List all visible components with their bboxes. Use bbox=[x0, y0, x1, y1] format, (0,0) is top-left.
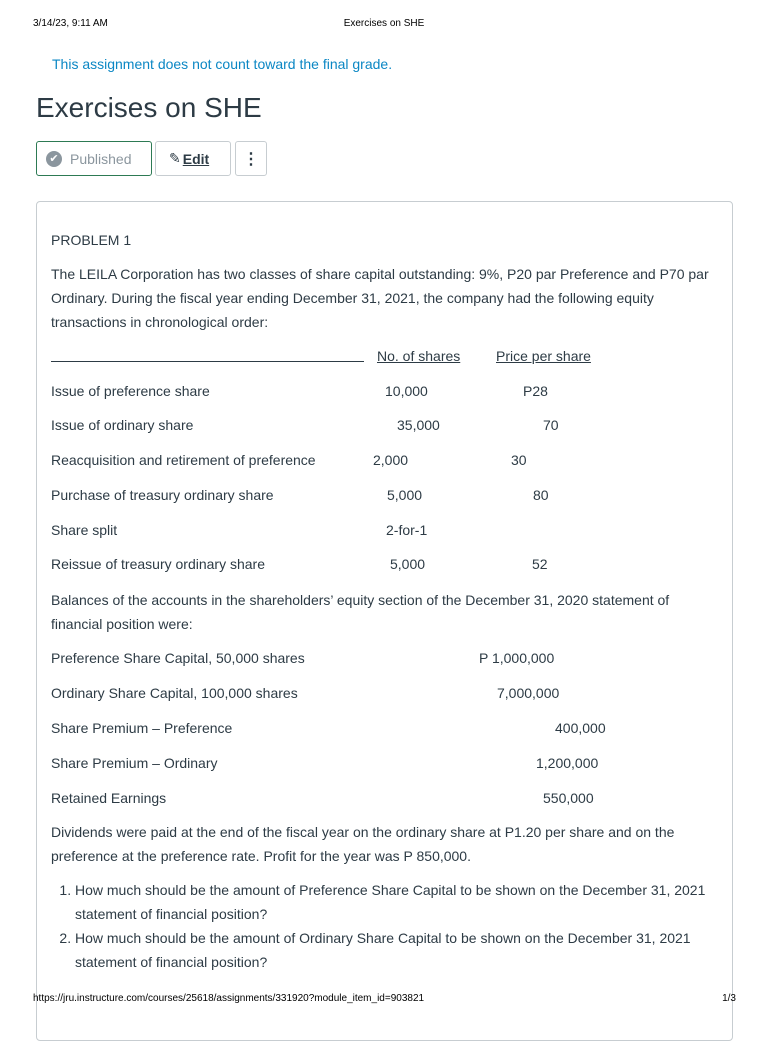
transaction-price: 80 bbox=[533, 487, 549, 503]
header-price-per-share: Price per share bbox=[496, 348, 591, 364]
balance-label: Preference Share Capital, 50,000 shares bbox=[51, 650, 305, 666]
print-doc-title: Exercises on SHE bbox=[343, 18, 425, 29]
grade-notice: This assignment does not count toward the final grade. bbox=[52, 56, 393, 72]
transaction-shares: 2-for-1 bbox=[386, 522, 428, 538]
questions-list bbox=[51, 878, 721, 974]
transaction-label: Purchase of treasury ordinary share bbox=[51, 487, 274, 503]
transaction-price: P28 bbox=[523, 383, 548, 399]
more-options-button[interactable] bbox=[235, 141, 267, 176]
pencil-icon: ✎ bbox=[169, 150, 181, 166]
published-button[interactable] bbox=[36, 141, 152, 176]
balance-value: 1,200,000 bbox=[536, 755, 599, 771]
transaction-label: Share split bbox=[51, 522, 118, 538]
print-datetime: 3/14/23, 9:11 AM bbox=[33, 18, 108, 29]
published-label: Published bbox=[70, 150, 132, 167]
kebab-menu-icon: ⋮ bbox=[243, 150, 259, 168]
transaction-shares: 5,000 bbox=[390, 556, 426, 572]
page-title: Exercises on SHE bbox=[36, 92, 262, 123]
transaction-price: 30 bbox=[511, 452, 527, 468]
balance-value: 7,000,000 bbox=[497, 685, 560, 701]
balance-label: Ordinary Share Capital, 100,000 shares bbox=[51, 685, 298, 701]
check-circle-icon: ✔ bbox=[46, 151, 62, 167]
problem-heading: PROBLEM 1 bbox=[51, 232, 132, 248]
transaction-label: Issue of preference share bbox=[51, 383, 210, 399]
dividends-text: Dividends were paid at the end of the fiscal year on the ordinary share at P1.20 per share and on the preference at the preference rate. Profit for the year was P 850,000. bbox=[51, 824, 675, 864]
balance-label: Share Premium – Preference bbox=[51, 720, 233, 736]
balance-value: P 1,000,000 bbox=[479, 650, 555, 666]
transaction-label: Issue of ordinary share bbox=[51, 417, 194, 433]
problem-intro: The LEILA Corporation has two classes of share capital outstanding: 9%, P20 par Preference and P70 par Ordinary. During the fiscal year ending December 31, 2021, the company had the following equity transactions in chronological order: bbox=[51, 266, 709, 330]
question-item: 2. How much should be the amount of Ordinary Share Capital to be shown on the December 31, 2021 statement of financial position? bbox=[75, 926, 721, 974]
print-page-number: 1/3 bbox=[722, 993, 736, 1004]
transaction-shares: 2,000 bbox=[373, 452, 409, 468]
question-item: 1. How much should be the amount of Preference Share Capital to be shown on the December 31, 2021 statement of financial position? bbox=[75, 878, 721, 926]
transaction-label: Reissue of treasury ordinary share bbox=[51, 556, 265, 572]
transaction-label: Reacquisition and retirement of preference bbox=[51, 452, 316, 468]
transaction-shares: 35,000 bbox=[397, 417, 440, 433]
print-url: https://jru.instructure.com/courses/25618/assignments/331920?module_item_id=903821 bbox=[33, 993, 425, 1004]
transaction-price: 70 bbox=[543, 417, 559, 433]
transaction-shares: 5,000 bbox=[387, 487, 423, 503]
balance-label: Share Premium – Ordinary bbox=[51, 755, 218, 771]
header-no-of-shares: No. of shares bbox=[377, 348, 461, 364]
transaction-shares: 10,000 bbox=[385, 383, 428, 399]
balances-intro: Balances of the accounts in the shareholders’ equity section of the December 31, 2020 statement of financial position were: bbox=[51, 592, 670, 632]
balance-value: 550,000 bbox=[543, 790, 594, 806]
edit-label: Edit bbox=[182, 150, 210, 167]
balance-value: 400,000 bbox=[555, 720, 606, 736]
table-header-rule bbox=[51, 361, 364, 362]
edit-button[interactable] bbox=[155, 141, 231, 176]
balance-label: Retained Earnings bbox=[51, 790, 167, 806]
transaction-price: 52 bbox=[532, 556, 548, 572]
